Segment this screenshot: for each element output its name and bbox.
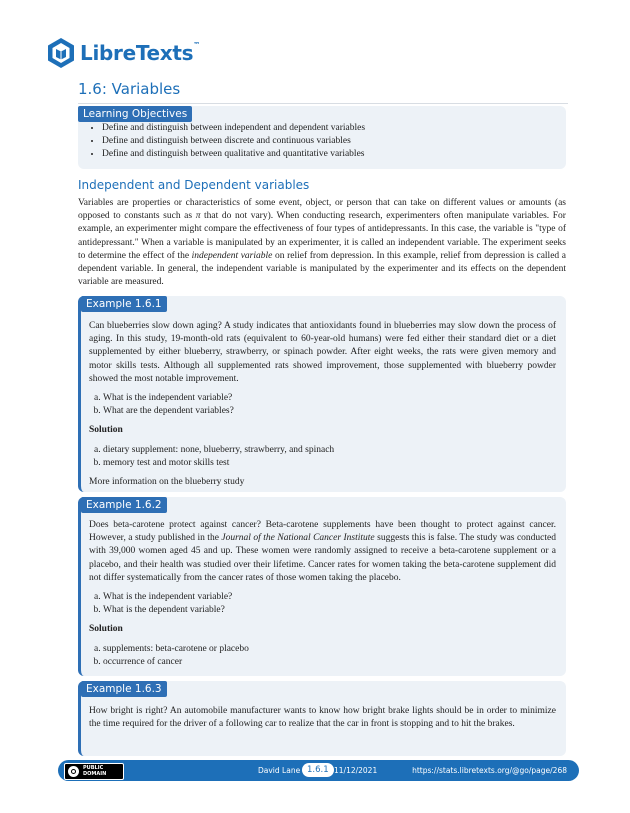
license-text: PUBLIC DOMAIN	[83, 765, 107, 777]
learning-objectives-label: Learning Objectives	[78, 106, 192, 122]
example-box-2	[78, 497, 566, 676]
learning-objectives-list	[88, 122, 365, 161]
more-info-link[interactable]: More information on the blueberry study	[89, 477, 245, 488]
list-item: b. memory test and motor skills test	[103, 457, 556, 470]
example-label: Example 1.6.1	[81, 296, 167, 312]
example-body	[89, 320, 556, 495]
list-item: • Define and distinguish between qualitative and quantitative variables	[102, 148, 365, 161]
libretexts-logo-icon	[46, 37, 76, 69]
footer-date: 11/12/2021	[334, 766, 378, 775]
example-label: Example 1.6.3	[81, 681, 167, 697]
example-body	[89, 705, 556, 737]
list-item: • Define and distinguish between discrete and continuous variables	[102, 135, 365, 148]
list-item: b. occurrence of cancer	[103, 656, 556, 669]
list-item: • Define and distinguish between independent and dependent variables	[102, 122, 365, 135]
page-title: 1.6: Variables	[78, 80, 568, 104]
example-body	[89, 519, 556, 675]
list-item: b. What is the dependent variable?	[103, 604, 556, 617]
answer-list	[89, 444, 556, 470]
libretexts-logo[interactable]	[46, 37, 200, 69]
example-label: Example 1.6.2	[81, 497, 167, 513]
example-text: How bright is right? An automobile manufacturer wants to know how bright brake lights should be in order to minimize the time required for the driver of a following car to realize that the car in front is stopping and to hit the brakes.	[89, 706, 556, 730]
list-item: a. dietary supplement: none, blueberry, strawberry, and spinach	[103, 444, 556, 457]
footer-author: David Lane	[258, 766, 301, 775]
example-box-3	[78, 681, 566, 756]
question-list	[89, 591, 556, 617]
example-text: Does beta-carotene protect against cancer? Beta-carotene supplements have been thought to protect against cancer. However, a study published in the Journal of the National Cancer Institute suggests this is false. The study was conducted with 39,000 women aged 45 and up. These women were randomly assigned to receive a beta-carotene supplement or a placebo, and their health was studied over their lifetime. Cancer rates for women taking the beta-carotene supplement did not differ systematically from the cancer rates of those women taking the placebo.	[89, 520, 556, 583]
list-item: b. What are the dependent variables?	[103, 405, 556, 418]
question-list	[89, 392, 556, 418]
public-domain-icon	[68, 766, 79, 777]
list-item: a. supplements: beta-carotene or placebo	[103, 643, 556, 656]
list-item: a. What is the independent variable?	[103, 591, 556, 604]
page-footer	[58, 760, 579, 781]
example-box-1	[78, 296, 566, 492]
section-heading: Independent and Dependent variables	[78, 178, 310, 192]
solution-label: Solution	[89, 425, 123, 436]
logo-text: LibreTexts™	[80, 41, 200, 65]
learning-objectives-box	[78, 106, 566, 169]
answer-list	[89, 643, 556, 669]
section-paragraph: Variables are properties or characteristics of some event, object, or person that can take on different values or amounts (as opposed to constants such as π that do not vary). When conducting research, experimenters often manipulate variables. For example, an experimenter might compare the effectiveness of four types of antidepressants. In this case, the variable is "type of antidepressant." When a variable is manipulated by an experimenter, it is called an independent variable. The experiment seeks to determine the effect of the independent variable on relief from depression. In this example, relief from depression is called a dependent variable. In general, the independent variable is manipulated by the experimenter and its effects on the dependent variable are measured.	[78, 198, 566, 288]
solution-label: Solution	[89, 624, 123, 635]
footer-page-number: 1.6.1	[302, 763, 334, 777]
list-item: a. What is the independent variable?	[103, 392, 556, 405]
public-domain-badge[interactable]	[64, 763, 124, 780]
footer-url[interactable]: https://stats.libretexts.org/@go/page/268	[412, 766, 567, 775]
example-text: Can blueberries slow down aging? A study indicates that antioxidants found in blueberries may slow down the process of aging. In this study, 19-month-old rats (equivalent to 60-year-old humans) were fed either their standard diet or a diet supplemented by either blueberry, strawberry, or spinach powder. After eight weeks, the rats were given memory and motor skills tests. Although all supplemented rats showed improvement, those supplemented with blueberry powder showed the most notable improvement.	[89, 321, 556, 384]
